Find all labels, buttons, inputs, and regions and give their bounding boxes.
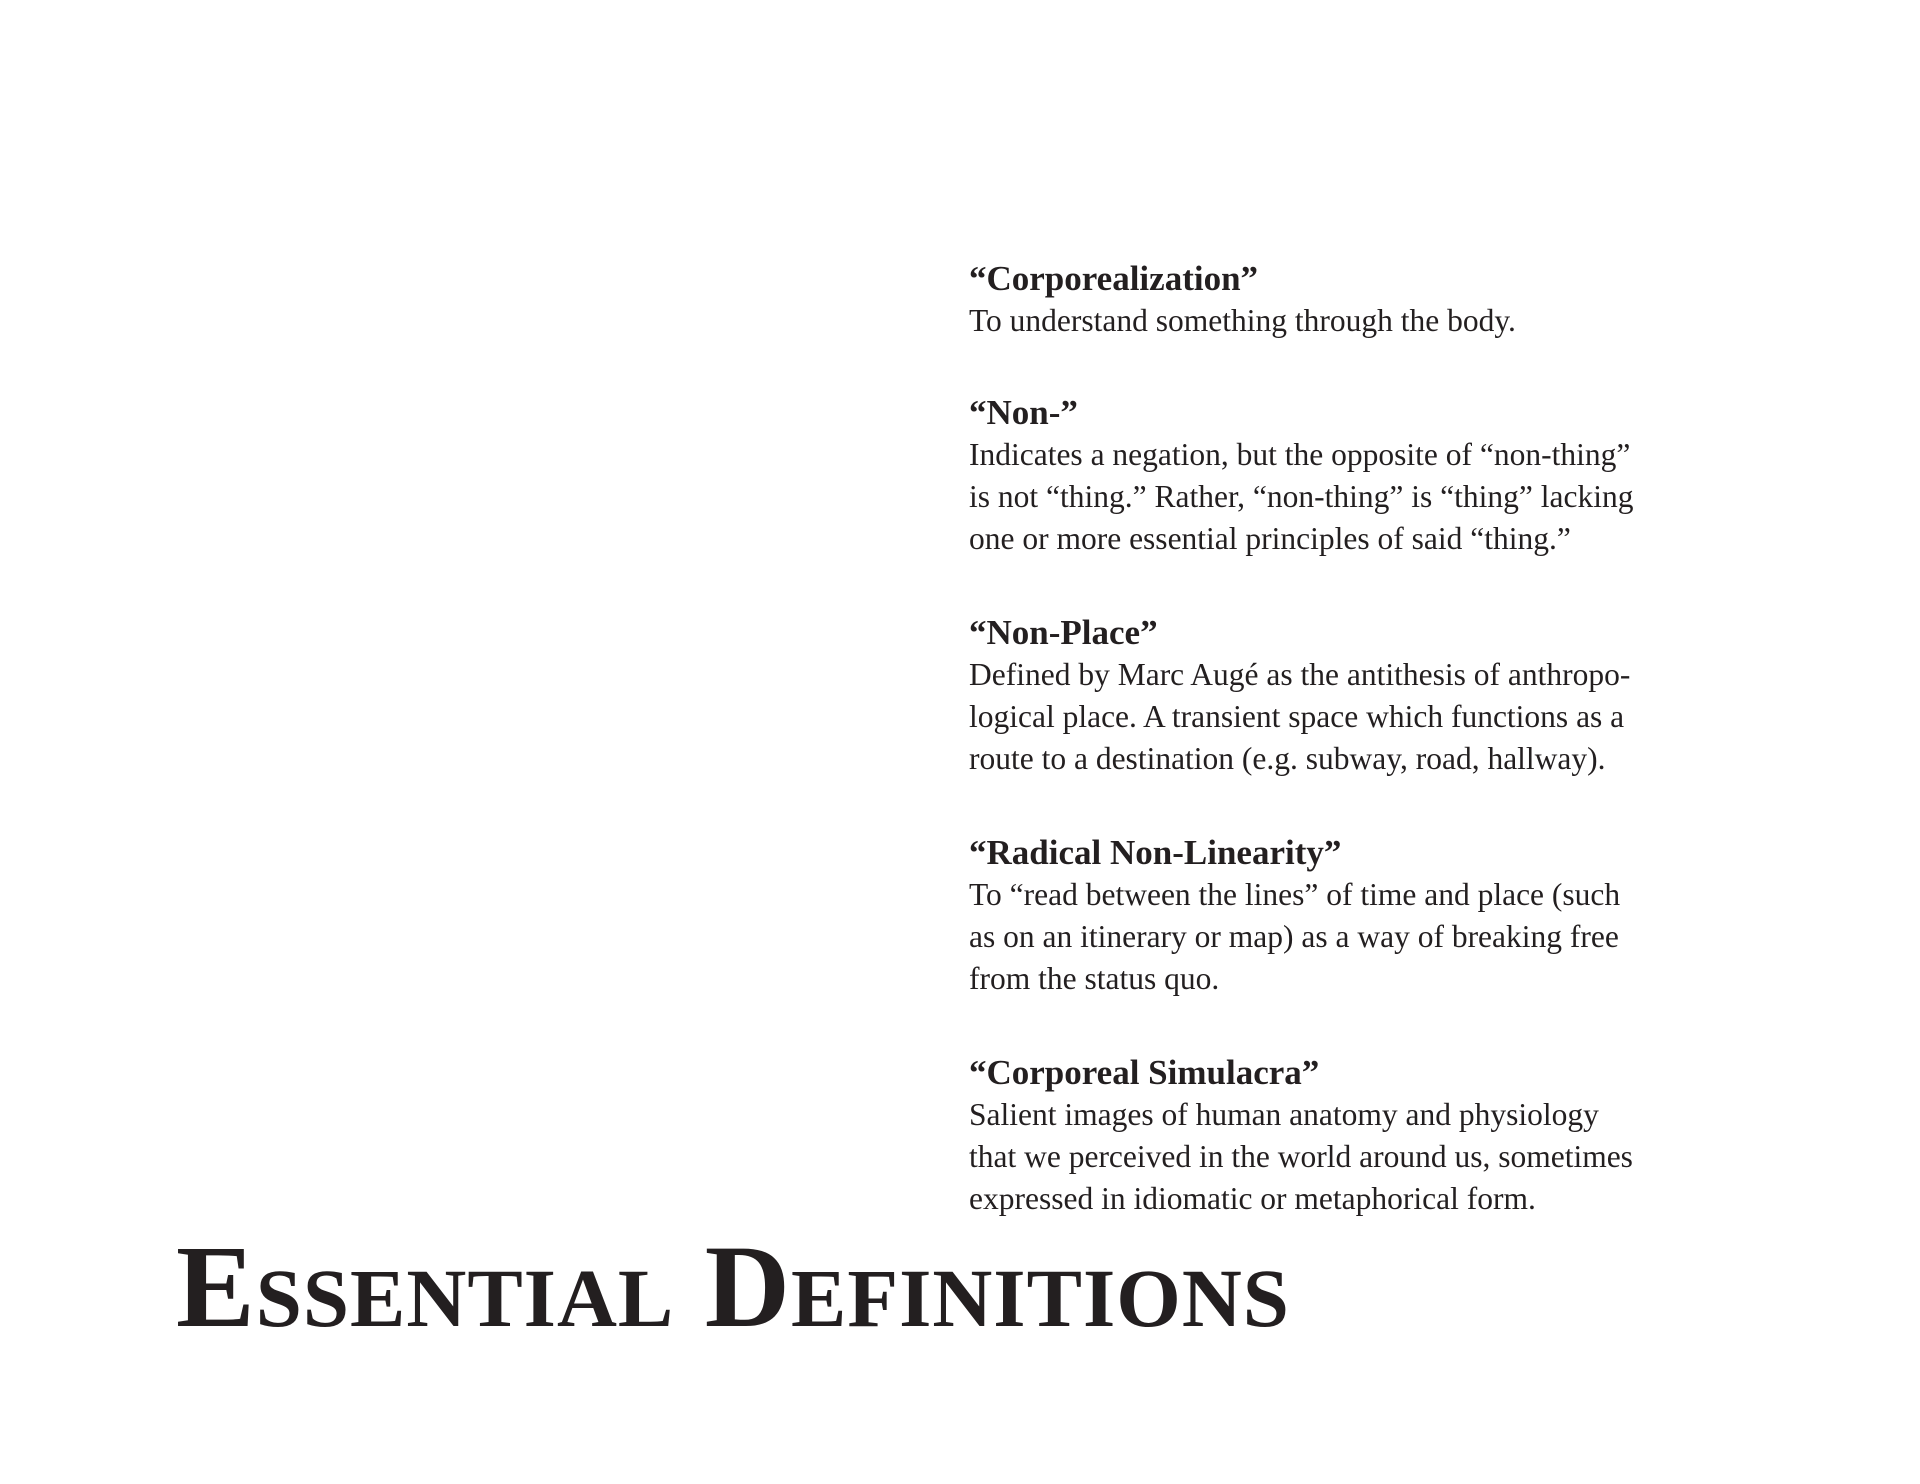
definition-description: To “read between the lines” of time and place (such as on an itinerary or map) as a way of breaking free from the status quo. [969,877,1621,996]
definition-term: “Non-” [969,393,1078,432]
definition-entry [969,392,1729,560]
definition-term: “Corporealization” [969,259,1259,298]
definition-entry [969,258,1729,342]
definition-description: Defined by Marc Augé as the antithesis of anthropo- logical place. A transient space which functions as a route to a destination (e.g. subway, road, hallway). [969,657,1631,776]
definitions-list [969,258,1729,1270]
definition-description: Indicates a negation, but the opposite of “non-thing” is not “thing.” Rather, “non-thing” is “thing” lacking one or more essential principles of said “thing.” [969,437,1634,556]
definition-entry [969,832,1729,1000]
definition-description: Salient images of human anatomy and physiology that we perceived in the world around us, sometimes expressed in idiomatic or metaphorical form. [969,1097,1633,1216]
page-title: Essential Definitions [176,1221,1290,1352]
definition-term: “Radical Non-Linearity” [969,833,1342,872]
definition-entry [969,1052,1729,1220]
definition-description: To understand something through the body. [969,303,1516,338]
definition-term: “Non-Place” [969,613,1158,652]
definition-entry [969,612,1729,780]
definition-term: “Corporeal Simulacra” [969,1053,1320,1092]
